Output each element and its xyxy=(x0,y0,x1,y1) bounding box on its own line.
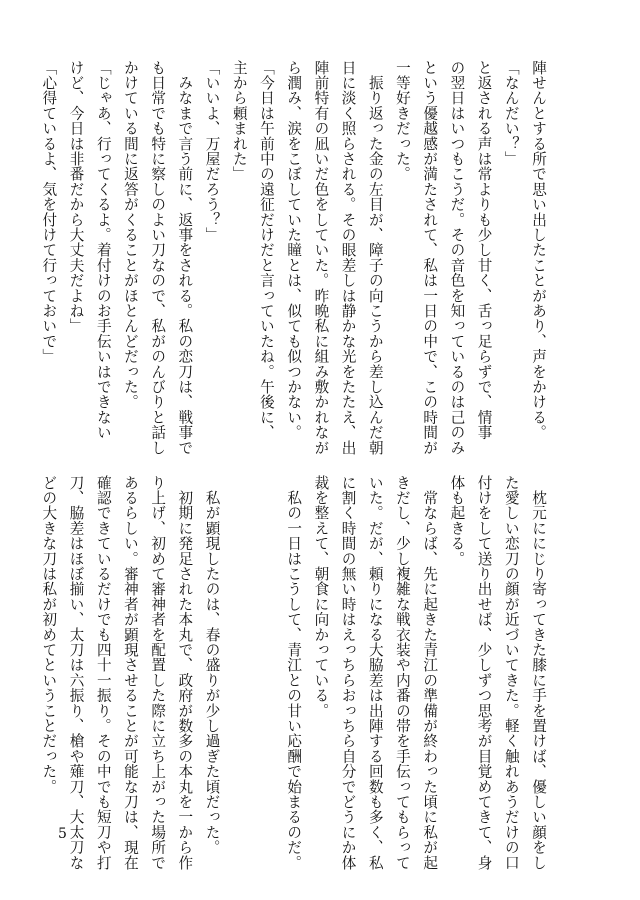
lower-text-block xyxy=(40,475,552,871)
text-line: 主から頼まれた」 xyxy=(230,60,248,182)
text-line: 陣前特有の凪いだ色をしていた。昨晩私に組み敷かれなが xyxy=(312,60,330,456)
text-line: と返される声は常よりも少し甘く、舌っ足らずで、情事 xyxy=(475,60,493,440)
text-line: 確認できているだけでも四十一振り。その中でも短刀や打 xyxy=(94,475,112,871)
text-line: 「いいよ、万屋だろう？」 xyxy=(203,60,221,243)
text-line: 初期に発足された本丸で、政府が数多の本丸を一から作 xyxy=(176,475,194,871)
text-line: 「なんだい？」 xyxy=(502,60,520,167)
text-line: も日常でも特に察しのよい刀なので、私がのんびりと話し xyxy=(149,60,167,456)
text-line: 「じゃあ、行ってくるよ。着付けのお手伝いはできない xyxy=(94,60,112,440)
text-line: 枕元ににじり寄ってきた膝に手を置けば、優しい顔をし xyxy=(530,475,547,871)
text-line: けど、今日は非番だから大丈夫だよね」 xyxy=(67,60,85,334)
text-line: 振り返った金の左目が、障子の向こうから差し込んだ朝 xyxy=(366,60,384,456)
blank-line xyxy=(253,475,280,770)
text-line: 私の一日はこうして、青江との甘い応酬で始まるのだ。 xyxy=(285,475,303,871)
text-line: 私が顕現したのは、春の盛りが少し過ぎた頃だった。 xyxy=(203,475,221,855)
upper-text-block xyxy=(40,60,552,456)
text-line: 陣せんとする所で思い出したことがあり、声をかける。 xyxy=(530,60,547,440)
text-line: 「心得ているよ、気を付けて行っておいで」 xyxy=(40,60,58,364)
text-line: の翌日はいつもこうだ。その音色を知っているのは己のみ xyxy=(448,60,466,456)
page-number: 5 xyxy=(58,826,67,842)
text-line: 刀、脇差はほぼ揃い、太刀は六振り、槍や薙刀、大太刀な xyxy=(67,475,85,871)
text-line: いた。だが、頼りになる大脇差は出陣する回数も多く、私 xyxy=(366,475,384,871)
blank-line xyxy=(226,475,253,770)
text-line: という優越感が満たされて、私は一日の中で、この時間が xyxy=(421,60,439,456)
text-line: きだし、少し複雑な戦衣装や内番の帯を手伝ってもらって xyxy=(393,475,411,871)
text-line: 常ならば、先に起きた青江の準備が終わった頃に私が起 xyxy=(421,475,439,871)
text-line: り上げ、初めて審神者を配置した際に立ち上がった場所で xyxy=(149,475,167,871)
text-line: あるらしい。審神者が顕現させることが可能な刀は、現在 xyxy=(121,475,139,871)
text-line: 一等好きだった。 xyxy=(393,60,411,182)
text-line: 付けをして送り出せば、少しずつ思考が目覚めてきて、身 xyxy=(475,475,493,871)
text-line: 裁を整えて、朝食に向かっている。 xyxy=(312,475,330,719)
text-line: に割く時間の無い時はえっちらおっちら自分でどうにか体 xyxy=(339,475,357,871)
text-line: 日に淡く照らされる。その眼差しは静かな光をたたえ、出 xyxy=(339,60,357,456)
text-line: 「今日は午前中の遠征だけだと言っていたね。午後に、 xyxy=(257,60,275,440)
text-line: かけている間に返答がくることがほとんどだった。 xyxy=(121,60,139,410)
text-line: ら潤み、涙をこぼしていた瞳とは、似ても似つかない。 xyxy=(285,60,303,440)
text-line: た愛しい恋刀の顔が近づいてきた。軽く触れあうだけの口 xyxy=(502,475,520,871)
text-line: みなまで言う前に、返事をされる。私の恋刀は、戦事で xyxy=(176,60,194,456)
text-line: 体も起きる。 xyxy=(448,475,466,567)
text-line: どの大きな刀は私が初めてということだった。 xyxy=(40,475,58,795)
